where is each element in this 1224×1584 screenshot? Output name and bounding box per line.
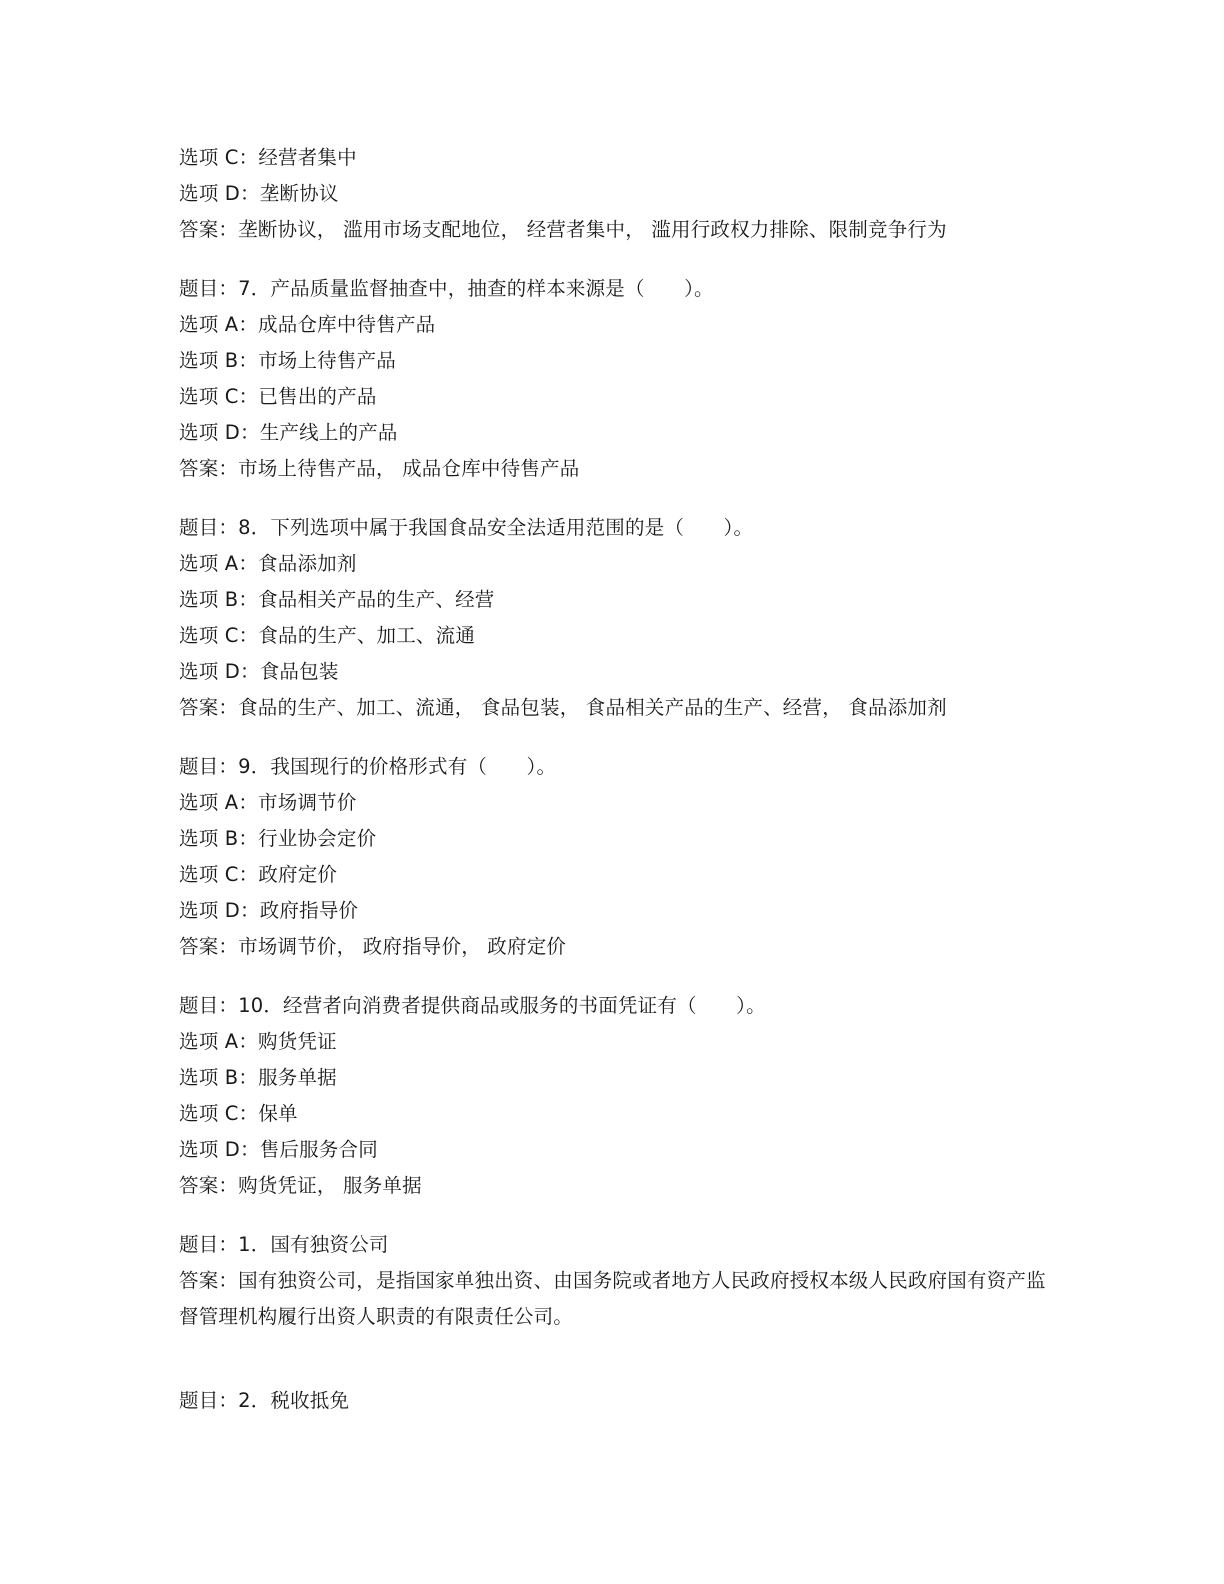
- q9-option-b: 选项 B：行业协会定价: [179, 827, 377, 850]
- q8-option-a: 选项 A：食品添加剂: [179, 552, 357, 575]
- q8-title: 题目：8．下列选项中属于我国食品安全法适用范围的是（ ）。: [179, 516, 754, 539]
- q9-title: 题目：9．我国现行的价格形式有（ ）。: [179, 755, 557, 778]
- q8-option-b: 选项 B：食品相关产品的生产、经营: [179, 588, 495, 611]
- q9-option-c: 选项 C：政府定价: [179, 863, 338, 886]
- term1-title: 题目：1．国有独资公司: [179, 1233, 389, 1256]
- q6-option-d: 选项 D：垄断协议: [179, 182, 339, 205]
- q9-option-d: 选项 D：政府指导价: [179, 899, 359, 922]
- q6-option-c: 选项 C：经营者集中: [179, 146, 357, 169]
- q8-option-d: 选项 D：食品包装: [179, 660, 339, 683]
- spacer: [179, 726, 1049, 749]
- q8-option-c: 选项 C：食品的生产、加工、流通: [179, 624, 476, 647]
- spacer: [179, 965, 1049, 988]
- q7-option-d: 选项 D：生产线上的产品: [179, 421, 398, 444]
- q10-title: 题目：10．经营者向消费者提供商品或服务的书面凭证有（ ）。: [179, 994, 766, 1017]
- q10-option-a: 选项 A：购货凭证: [179, 1030, 337, 1053]
- spacer: [179, 248, 1049, 271]
- document-page: [179, 140, 1049, 1419]
- spacer: [179, 1204, 1049, 1227]
- q7-option-c: 选项 C：已售出的产品: [179, 385, 377, 408]
- term2-title: 题目：2．税收抵免: [179, 1389, 350, 1412]
- spacer: [179, 1335, 1049, 1383]
- q8-answer: 答案：食品的生产、加工、流通， 食品包装， 食品相关产品的生产、经营， 食品添加剂: [179, 696, 947, 719]
- term1-answer: 答案：国有独资公司，是指国家单独出资、由国务院或者地方人民政府授权本级人民政府国有资产监督管理机构履行出资人职责的有限责任公司。: [179, 1269, 1046, 1328]
- q9-answer: 答案：市场调节价， 政府指导价， 政府定价: [179, 935, 567, 958]
- q10-answer: 答案：购货凭证， 服务单据: [179, 1174, 422, 1197]
- q6-answer: 答案：垄断协议， 滥用市场支配地位， 经营者集中， 滥用行政权力排除、限制竞争行为: [179, 218, 947, 241]
- q9-option-a: 选项 A：市场调节价: [179, 791, 357, 814]
- q10-option-b: 选项 B：服务单据: [179, 1066, 337, 1089]
- q10-option-c: 选项 C：保单: [179, 1102, 298, 1125]
- q7-option-a: 选项 A：成品仓库中待售产品: [179, 313, 436, 336]
- q7-answer: 答案：市场上待售产品， 成品仓库中待售产品: [179, 457, 580, 480]
- q10-option-d: 选项 D：售后服务合同: [179, 1138, 378, 1161]
- spacer: [179, 487, 1049, 510]
- q7-option-b: 选项 B：市场上待售产品: [179, 349, 396, 372]
- q7-title: 题目：7．产品质量监督抽查中，抽查的样本来源是（ ）。: [179, 277, 714, 300]
